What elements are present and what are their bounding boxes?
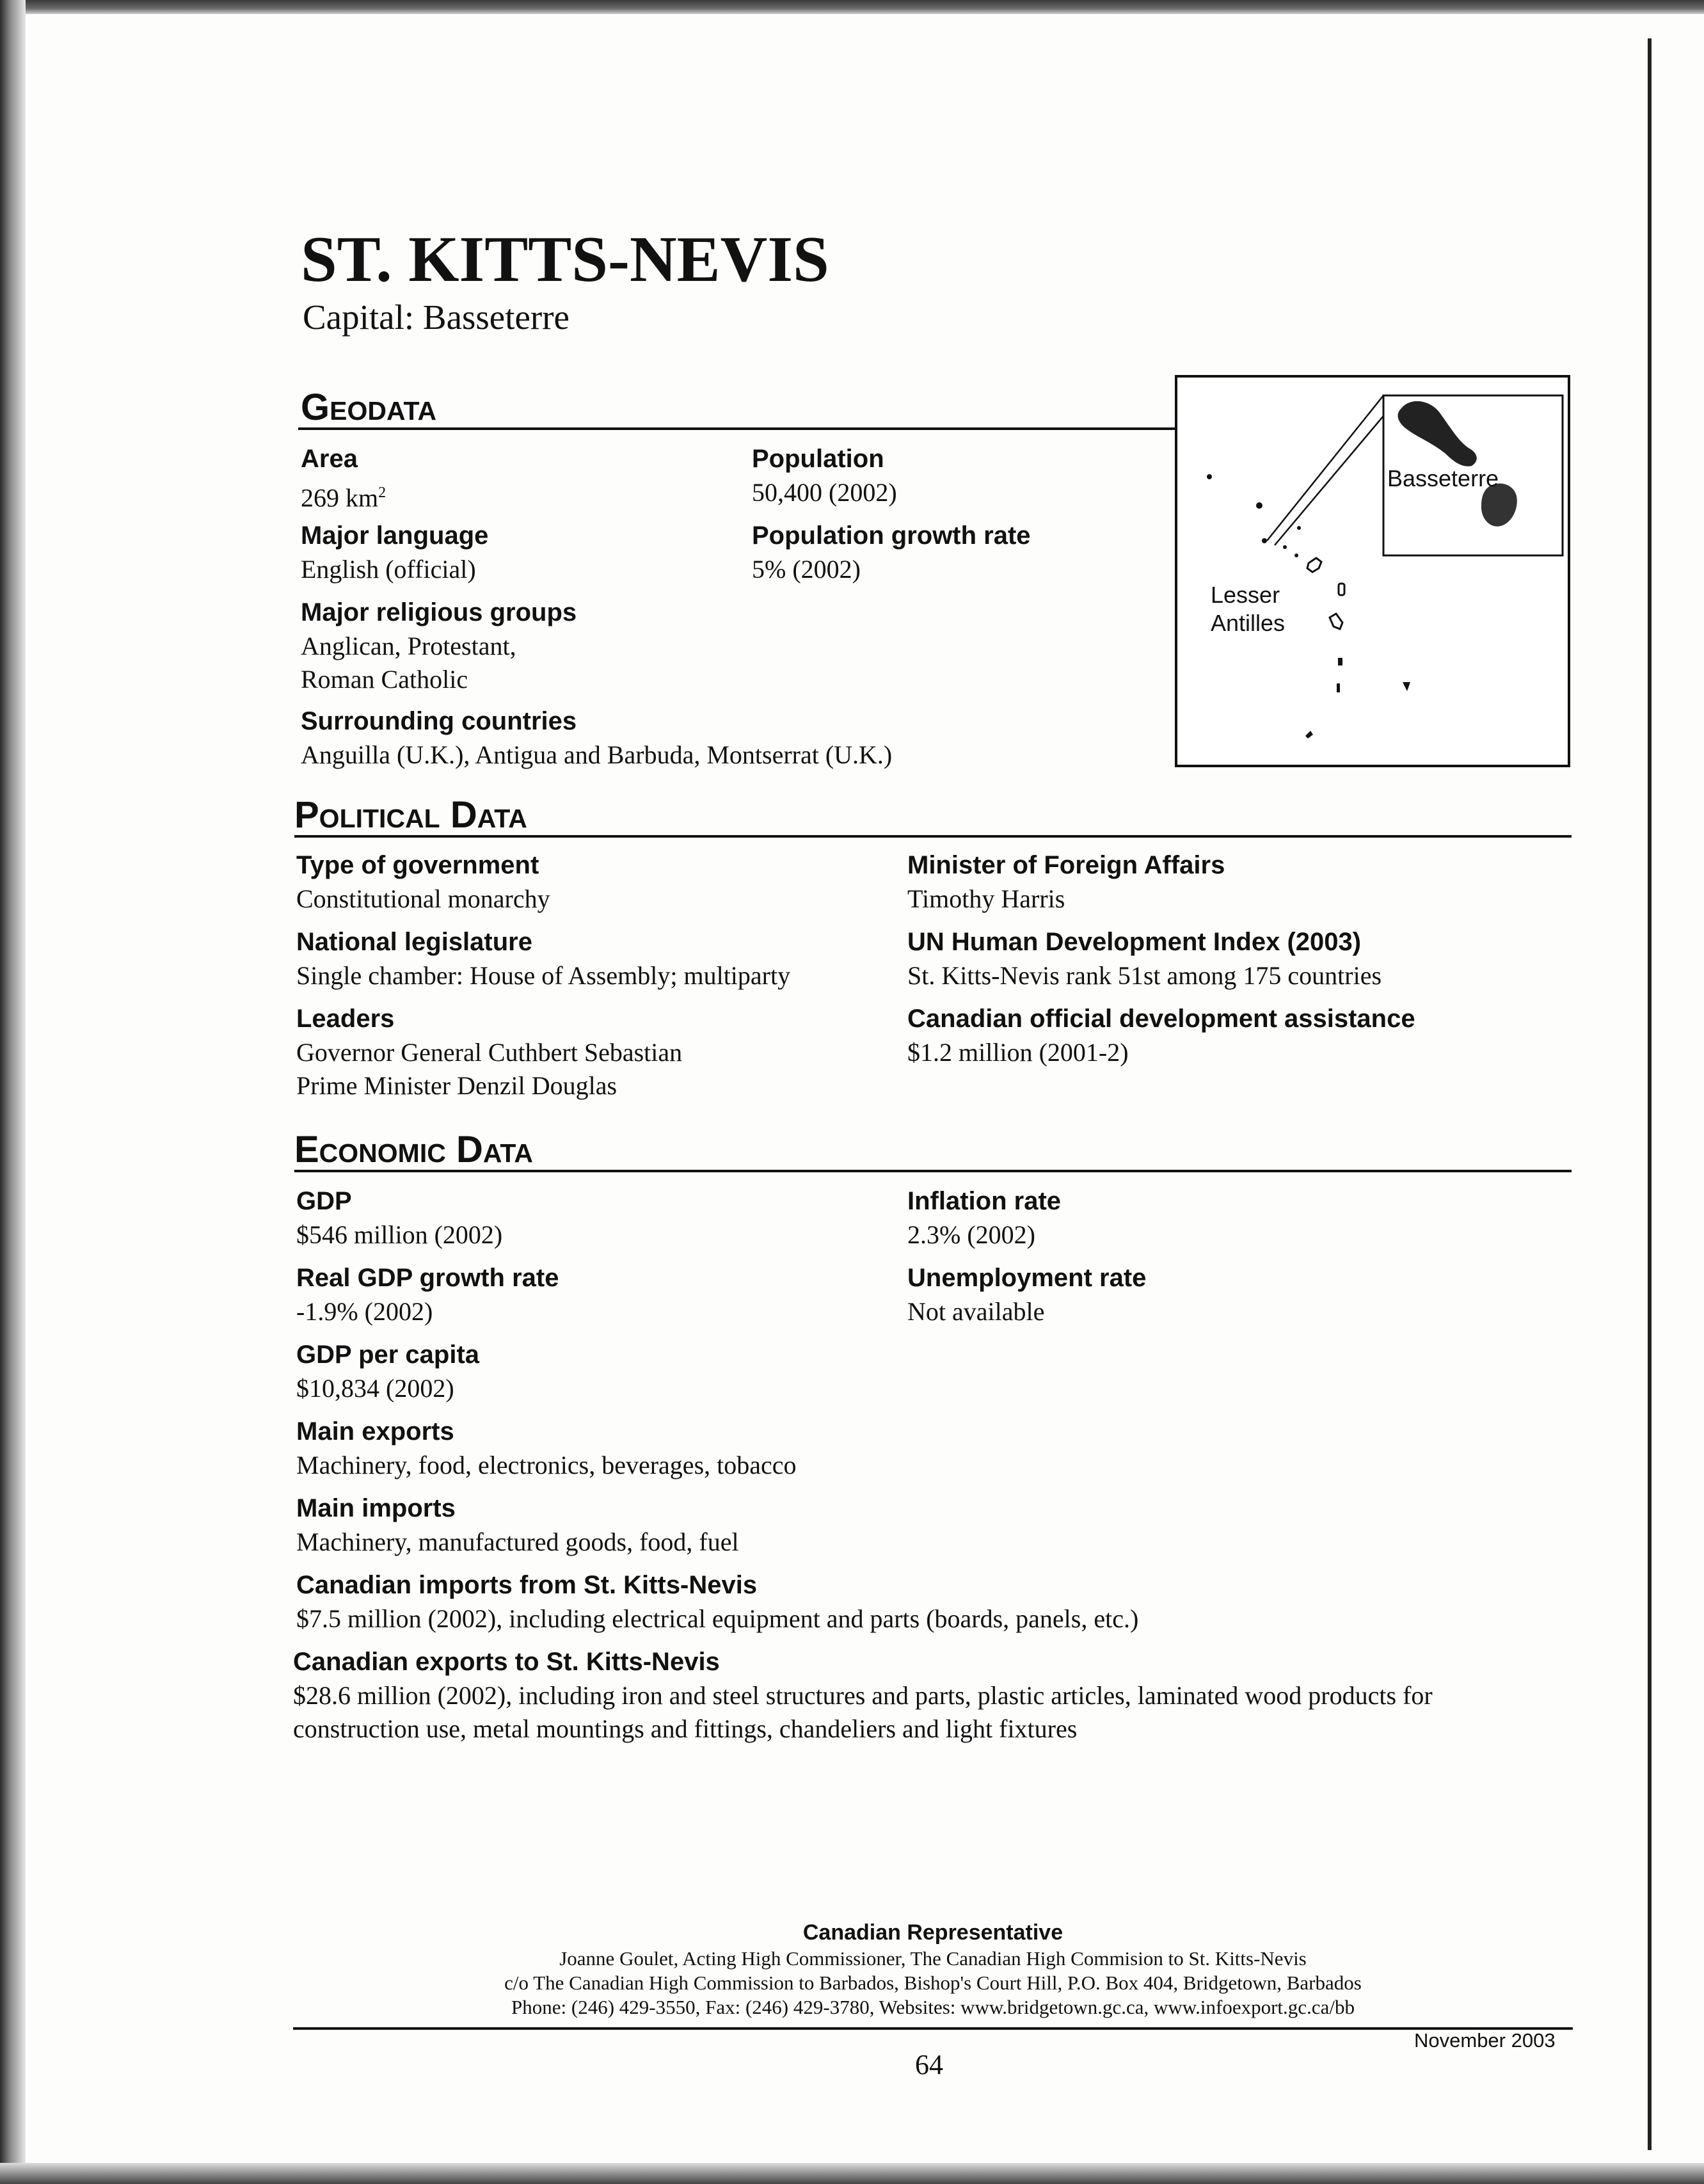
section-heading-political-data: Political Data bbox=[294, 794, 527, 836]
main-imports-value: Machinery, manufactured goods, food, fuel bbox=[296, 1527, 739, 1556]
population-growth-value: 5% (2002) bbox=[752, 555, 861, 584]
map-label-lesser-antilles: Lesser Antilles bbox=[1211, 582, 1286, 636]
island-dot bbox=[1403, 682, 1410, 691]
oda-item bbox=[907, 1001, 1415, 1069]
area-item bbox=[301, 442, 386, 514]
page-title: ST. KITTS-NEVIS bbox=[301, 223, 829, 296]
inflation-value: 2.3% (2002) bbox=[907, 1220, 1035, 1249]
surrounding-countries-value: Anguilla (U.K.), Antigua and Barbuda, Montserrat (U.K.) bbox=[301, 740, 893, 769]
religious-groups-value-line2: Roman Catholic bbox=[301, 665, 468, 694]
surrounding-countries-item bbox=[301, 704, 892, 772]
canadian-representative-block bbox=[293, 1918, 1573, 2020]
real-gdp-growth-item bbox=[296, 1261, 559, 1328]
hdi-item bbox=[907, 925, 1382, 992]
legislature-item bbox=[296, 925, 790, 992]
island-dot bbox=[1256, 502, 1262, 509]
real-gdp-growth-value: -1.9% (2002) bbox=[296, 1297, 433, 1326]
religious-groups-label: Major religious groups bbox=[301, 598, 577, 626]
canadian-imports-value: $7.5 million (2002), including electrical equipment and parts (boards, panels, etc.) bbox=[296, 1604, 1139, 1633]
island-dot bbox=[1297, 526, 1301, 530]
major-language-value: English (official) bbox=[301, 555, 476, 584]
gdp-value: $546 million (2002) bbox=[296, 1220, 503, 1249]
island-dot bbox=[1337, 683, 1340, 692]
scan-edge-left bbox=[0, 0, 26, 2184]
gdp-per-capita-label: GDP per capita bbox=[296, 1341, 480, 1369]
oda-value: $1.2 million (2001-2) bbox=[907, 1038, 1129, 1067]
island-dot bbox=[1262, 538, 1267, 543]
population-item bbox=[752, 442, 897, 509]
unemployment-value: Not available bbox=[907, 1297, 1045, 1326]
gdp-item bbox=[296, 1184, 502, 1252]
canadian-exports-label: Canadian exports to St. Kitts-Nevis bbox=[293, 1648, 720, 1676]
government-type-item bbox=[296, 848, 550, 916]
publication-date: November 2003 bbox=[1414, 2029, 1556, 2052]
canadian-exports-value-line1: $28.6 million (2002), including iron and steel structures and parts, plastic articles, laminated wood products for bbox=[293, 1681, 1433, 1710]
inflation-label: Inflation rate bbox=[907, 1187, 1062, 1215]
foreign-minister-item bbox=[907, 848, 1225, 916]
section-rule-political-data bbox=[294, 835, 1572, 838]
island-dot bbox=[1283, 545, 1287, 549]
leaders-item bbox=[296, 1001, 682, 1103]
leaders-value-line2: Prime Minister Denzil Douglas bbox=[296, 1071, 617, 1100]
island-dot bbox=[1305, 731, 1313, 738]
main-exports-item bbox=[296, 1414, 797, 1482]
representative-line-3: Phone: (246) 429-3550, Fax: (246) 429-3780, Websites: www.bridgetown.gc.ca, www.infoexport.gc.ca/bb bbox=[511, 1996, 1355, 2018]
hdi-value: St. Kitts-Nevis rank 51st among 175 countries bbox=[907, 961, 1382, 990]
area-label: Area bbox=[301, 445, 358, 473]
island-dot bbox=[1338, 658, 1342, 666]
main-imports-item bbox=[296, 1491, 739, 1559]
foreign-minister-value: Timothy Harris bbox=[907, 884, 1065, 913]
major-language-item bbox=[301, 518, 488, 586]
government-type-value: Constitutional monarchy bbox=[296, 884, 550, 913]
scan-edge-right bbox=[1648, 38, 1666, 2150]
island-outline bbox=[1307, 558, 1321, 572]
surrounding-countries-label: Surrounding countries bbox=[301, 707, 577, 735]
foreign-minister-label: Minister of Foreign Affairs bbox=[907, 851, 1225, 879]
section-rule-economic-data bbox=[294, 1170, 1572, 1172]
legislature-value: Single chamber: House of Assembly; multiparty bbox=[296, 961, 791, 990]
map-graphic bbox=[1177, 378, 1568, 765]
inflation-item bbox=[907, 1184, 1061, 1252]
island-outline bbox=[1330, 614, 1342, 629]
capital-subtitle: Capital: Basseterre bbox=[303, 298, 569, 337]
location-map bbox=[1175, 375, 1570, 767]
main-imports-label: Main imports bbox=[296, 1494, 456, 1522]
representative-line-1: Joanne Goulet, Acting High Commissioner, The Canadian High Commision to St. Kitts-Nevis bbox=[559, 1947, 1307, 1970]
major-language-label: Major language bbox=[301, 522, 489, 550]
oda-label: Canadian official development assistance bbox=[907, 1005, 1415, 1033]
religious-groups-item bbox=[301, 595, 577, 696]
population-label: Population bbox=[752, 445, 884, 473]
main-exports-value: Machinery, food, electronics, beverages, tobacco bbox=[296, 1451, 797, 1479]
island-dot bbox=[1294, 554, 1298, 557]
population-growth-item bbox=[752, 518, 1031, 586]
scan-edge-top bbox=[0, 0, 1704, 14]
map-pointer-line-lower bbox=[1275, 416, 1383, 545]
real-gdp-growth-label: Real GDP growth rate bbox=[296, 1264, 559, 1292]
area-value: 269 $km^2$ bbox=[301, 483, 386, 513]
gdp-label: GDP bbox=[296, 1187, 352, 1215]
legislature-label: National legislature bbox=[296, 928, 532, 956]
gdp-per-capita-value: $10,834 (2002) bbox=[296, 1374, 454, 1403]
map-pointer-line-upper bbox=[1267, 395, 1383, 541]
hdi-label: UN Human Development Index (2003) bbox=[907, 928, 1362, 956]
religious-groups-value-line1: Anglican, Protestant, bbox=[301, 632, 516, 660]
unemployment-item bbox=[907, 1261, 1146, 1328]
island-outline bbox=[1339, 584, 1344, 595]
canadian-imports-item bbox=[296, 1568, 1138, 1636]
page-number: 64 bbox=[915, 2049, 943, 2080]
canadian-exports-value-line2: construction use, metal mountings and fittings, chandeliers and light fixtures bbox=[293, 1714, 1078, 1743]
leaders-label: Leaders bbox=[296, 1005, 395, 1033]
section-rule-geodata bbox=[298, 427, 1176, 430]
unemployment-label: Unemployment rate bbox=[907, 1264, 1147, 1292]
map-label-basseterre: Basseterre bbox=[1387, 465, 1499, 491]
population-value: 50,400 (2002) bbox=[752, 478, 897, 507]
section-heading-economic-data: Economic Data bbox=[294, 1129, 534, 1170]
scan-edge-bottom bbox=[0, 2163, 1704, 2184]
representative-line-2: c/o The Canadian High Commission to Barbados, Bishop's Court Hill, P.O. Box 404, Bridgetown, Barbados bbox=[504, 1972, 1362, 1994]
st-kitts-island-shape bbox=[1398, 401, 1477, 466]
island-dot bbox=[1207, 474, 1212, 479]
leaders-value-line1: Governor General Cuthbert Sebastian bbox=[296, 1038, 683, 1067]
representative-title: Canadian Representative bbox=[802, 1920, 1063, 1945]
canadian-imports-label: Canadian imports from St. Kitts-Nevis bbox=[296, 1571, 758, 1599]
main-exports-label: Main exports bbox=[296, 1417, 454, 1446]
canadian-exports-item bbox=[293, 1645, 1579, 1746]
section-heading-geodata: Geodata bbox=[301, 387, 437, 428]
population-growth-label: Population growth rate bbox=[752, 522, 1031, 550]
government-type-label: Type of government bbox=[296, 851, 539, 879]
footer-rule bbox=[293, 2027, 1573, 2030]
gdp-per-capita-item bbox=[296, 1337, 479, 1405]
